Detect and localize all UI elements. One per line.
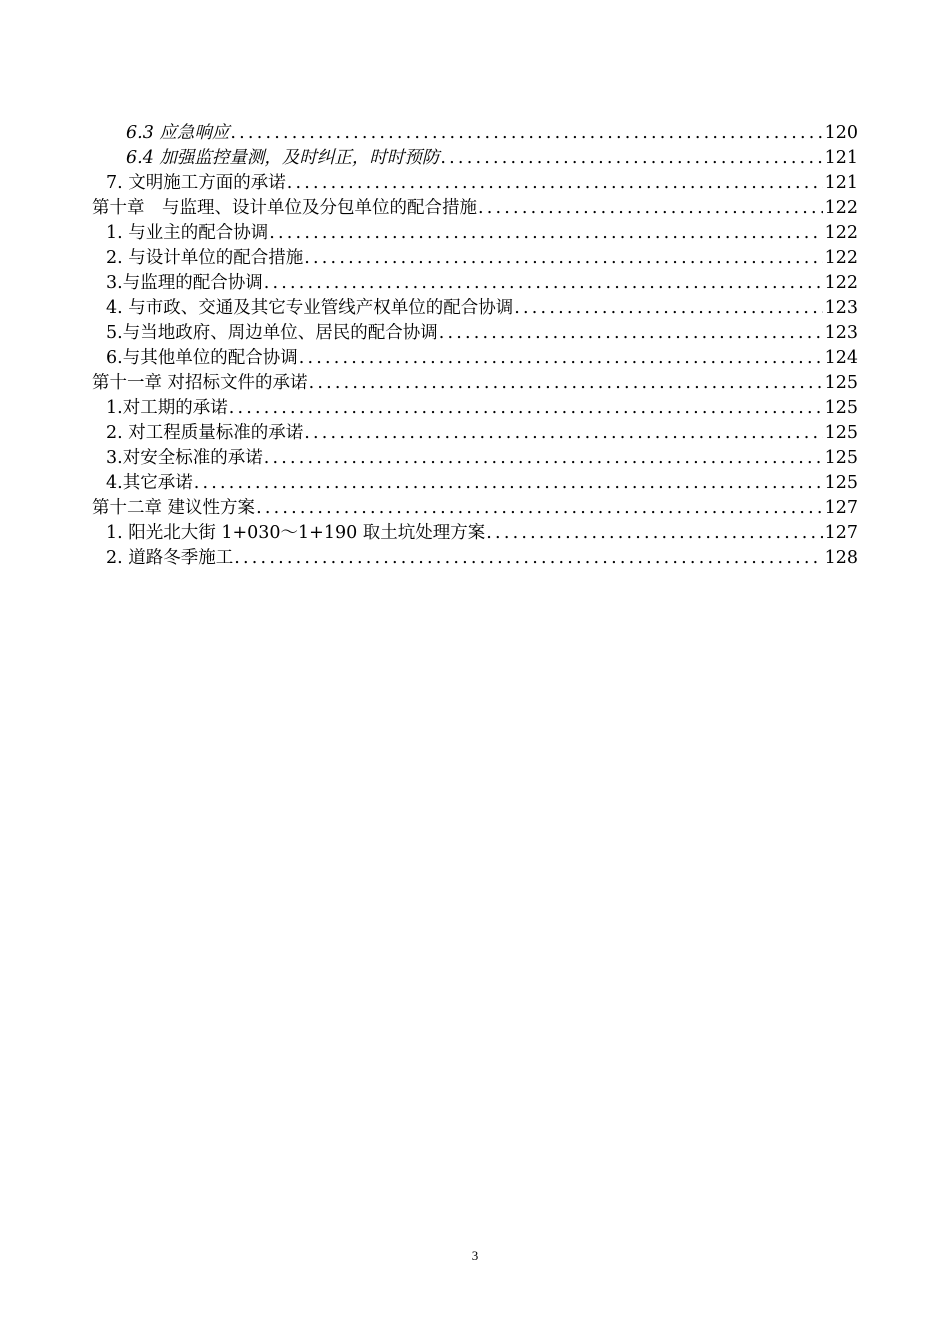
- toc-leader-dots: [304, 246, 822, 271]
- toc-entry-page: 128: [824, 548, 858, 568]
- toc-entry[interactable]: [92, 546, 858, 571]
- toc-entry-title: 7. 文明施工方面的承诺: [106, 173, 286, 193]
- toc-entry-title: 4.其它承诺: [106, 473, 193, 493]
- toc-entry-page: 127: [824, 498, 858, 518]
- toc-leader-dots: [264, 446, 823, 471]
- toc-leader-dots: [230, 121, 822, 146]
- toc-entry[interactable]: [92, 246, 858, 271]
- toc-entry-page: 125: [824, 423, 858, 443]
- toc-entry-page: 121: [824, 148, 858, 168]
- toc-entry-title: 1.对工期的承诺: [106, 398, 228, 418]
- toc-entry-title: 3.对安全标准的承诺: [106, 448, 263, 468]
- toc-entry[interactable]: [92, 471, 858, 496]
- toc-leader-dots: [194, 471, 823, 496]
- toc-entry-page: 125: [824, 398, 858, 418]
- toc-entry[interactable]: [92, 296, 858, 321]
- toc-entry-page: 123: [824, 323, 858, 343]
- toc-entry[interactable]: [92, 396, 858, 421]
- toc-entry-page: 122: [824, 223, 858, 243]
- toc-entry-title: 第十章 与监理、设计单位及分包单位的配合措施: [92, 198, 477, 218]
- toc-leader-dots: [229, 396, 823, 421]
- toc-entry[interactable]: [92, 196, 858, 221]
- toc-leader-dots: [287, 171, 823, 196]
- toc-entry[interactable]: [92, 271, 858, 296]
- toc-entry-title: 3.与监理的配合协调: [106, 273, 263, 293]
- toc-entry-page: 127: [824, 523, 858, 543]
- toc-entry[interactable]: [92, 521, 858, 546]
- toc-entry-title: 1. 与业主的配合协调: [106, 223, 269, 243]
- toc-leader-dots: [256, 496, 823, 521]
- page-number: 3: [471, 1248, 479, 1263]
- toc-leader-dots: [309, 371, 823, 396]
- toc-entry-title: 第十一章 对招标文件的承诺: [92, 373, 308, 393]
- table-of-contents: [92, 121, 858, 571]
- toc-entry-page: 122: [824, 198, 858, 218]
- toc-leader-dots: [440, 146, 822, 171]
- toc-entry-title: 2. 对工程质量标准的承诺: [106, 423, 304, 443]
- toc-entry-title: 第十二章 建议性方案: [92, 498, 256, 518]
- toc-leader-dots: [234, 546, 822, 571]
- toc-entry[interactable]: [92, 496, 858, 521]
- toc-leader-dots: [299, 346, 823, 371]
- toc-leader-dots: [304, 421, 822, 446]
- toc-entry-page: 125: [824, 448, 858, 468]
- toc-entry[interactable]: [92, 121, 858, 146]
- toc-entry[interactable]: [92, 171, 858, 196]
- toc-entry-title: 2. 道路冬季施工: [106, 548, 234, 568]
- toc-leader-dots: [514, 296, 822, 321]
- toc-entry-page: 122: [824, 273, 858, 293]
- toc-leader-dots: [439, 321, 823, 346]
- toc-leader-dots: [478, 196, 823, 221]
- toc-entry-page: 120: [824, 123, 858, 143]
- toc-entry[interactable]: [92, 371, 858, 396]
- toc-leader-dots: [269, 221, 822, 246]
- toc-leader-dots: [264, 271, 823, 296]
- toc-entry[interactable]: [92, 446, 858, 471]
- toc-entry[interactable]: [92, 346, 858, 371]
- toc-leader-dots: [486, 521, 822, 546]
- toc-entry[interactable]: [92, 146, 858, 171]
- toc-entry-page: 121: [824, 173, 858, 193]
- toc-entry-title: 1. 阳光北大街 1+030～1+190 取土坑处理方案: [106, 523, 486, 543]
- toc-entry-page: 122: [824, 248, 858, 268]
- toc-entry-title: 4. 与市政、交通及其它专业管线产权单位的配合协调: [106, 298, 514, 318]
- toc-entry-page: 125: [824, 373, 858, 393]
- toc-entry-title: 5.与当地政府、周边单位、居民的配合协调: [106, 323, 438, 343]
- toc-entry[interactable]: [92, 421, 858, 446]
- toc-entry-page: 125: [824, 473, 858, 493]
- toc-entry-page: 124: [824, 348, 858, 368]
- toc-entry-title: 6.4 加强监控量测，及时纠正，时时预防: [126, 148, 440, 168]
- toc-entry[interactable]: [92, 221, 858, 246]
- toc-entry[interactable]: [92, 321, 858, 346]
- toc-entry-title: 2. 与设计单位的配合措施: [106, 248, 304, 268]
- toc-entry-title: 6.3 应急响应: [126, 123, 230, 143]
- toc-entry-page: 123: [824, 298, 858, 318]
- toc-entry-title: 6.与其他单位的配合协调: [106, 348, 298, 368]
